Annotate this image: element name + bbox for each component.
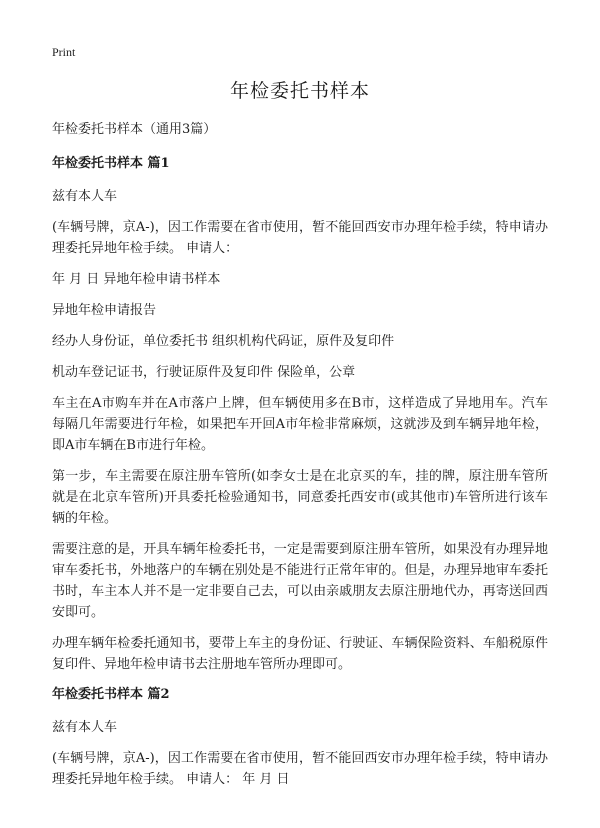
section-heading: 年检委托书样本 篇1 xyxy=(52,156,170,171)
paragraph: 经办人身份证，单位委托书 组织机构代码证，原件及复印件 xyxy=(52,334,395,349)
section-2 xyxy=(52,685,548,790)
paragraph: 第一步，车主需要在原注册车管所(如李女士是在北京买的车，挂的牌，原注册车管所就是在北京车管所)开具委托检验通知书，同意委托西安市(或其他市)车管所进行该车辆的年检。 xyxy=(52,469,548,526)
paragraph: (车辆号牌，京A-)，因工作需要在省市使用，暂不能回西安市办理年检手续，特申请办理委托异地年检手续。 申请人： 年 月 日 xyxy=(52,751,548,787)
print-label: Print xyxy=(52,45,76,59)
paragraph: 办理车辆年检委托通知书，要带上车主的身份证、行驶证、车辆保险资料、车船税原件复印件、异地年检申请书去注册地车管所办理即可。 xyxy=(52,636,548,672)
paragraph: 年 月 日 异地年检申请书样本 xyxy=(52,272,221,287)
paragraph: 兹有本人车 xyxy=(52,189,118,204)
paragraph: 机动车登记证书，行驶证原件及复印件 保险单，公章 xyxy=(52,365,356,380)
section-heading: 年检委托书样本 篇2 xyxy=(52,687,170,702)
document-subtitle: 年检委托书样本（通用3篇） xyxy=(52,122,217,137)
paragraph: 车主在A市购车并在A市落户上牌，但车辆使用多在B市，这样造成了异地用车。汽车每隔几年需要进行年检，如果把车开回A市年检非常麻烦，这就涉及到车辆异地年检，即A市车辆在B市进行年检。 xyxy=(52,396,548,453)
paragraph: 需要注意的是，开具车辆年检委托书，一定是需要到原注册车管所，如果没有办理异地审车委托书，外地落户的车辆在别处是不能进行正常年审的。但是，办理异地审车委托书时，车主本人并不是一定非要自己去，可以由亲戚朋友去原注册地代办，再寄送回西安即可。 xyxy=(52,542,548,620)
section-1 xyxy=(52,154,548,675)
document-title: 年检委托书样本 xyxy=(229,80,370,102)
paragraph: 异地年检申请报告 xyxy=(52,303,157,318)
paragraph: 兹有本人车 xyxy=(52,720,118,735)
paragraph: (车辆号牌，京A-)，因工作需要在省市使用，暂不能回西安市办理年检手续，特申请办理委托异地年检手续。 申请人： xyxy=(52,220,548,256)
